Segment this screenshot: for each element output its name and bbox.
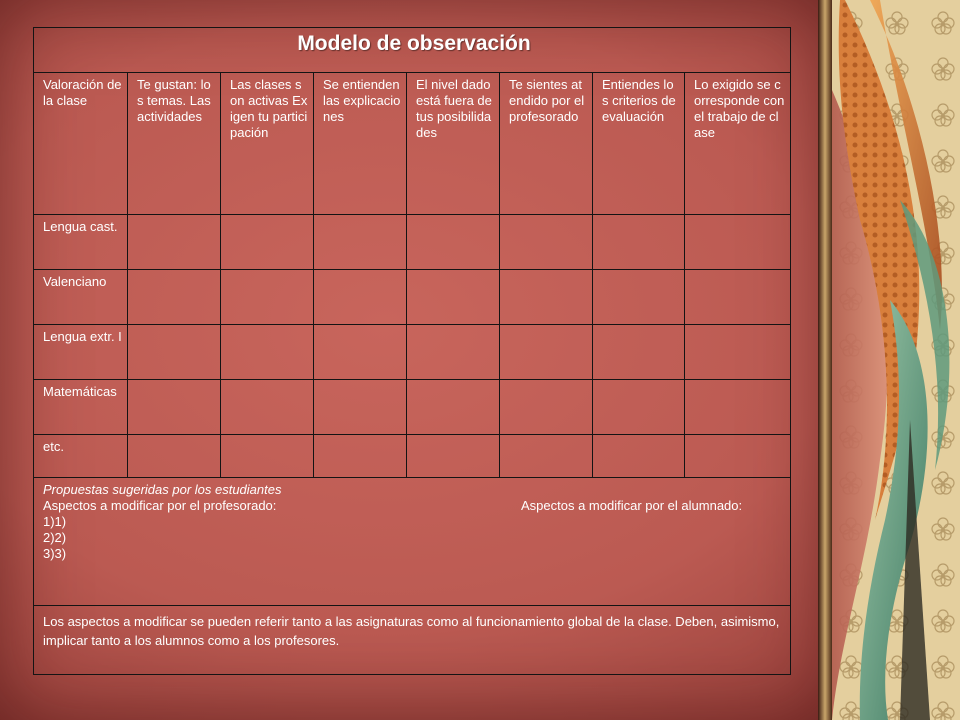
empty-cell: [221, 270, 314, 325]
empty-cell: [685, 215, 791, 270]
empty-cell: [500, 215, 593, 270]
row-label: Matemáticas: [34, 380, 128, 435]
proposal-item: 2)2): [43, 530, 67, 545]
empty-cell: [128, 380, 221, 435]
empty-cell: [221, 215, 314, 270]
proposal-item: 3)3): [43, 546, 67, 561]
empty-cell: [407, 435, 500, 478]
empty-cell: [221, 380, 314, 435]
empty-cell: [314, 380, 407, 435]
empty-cell: [314, 325, 407, 380]
empty-cell: [500, 435, 593, 478]
empty-cell: [314, 215, 407, 270]
header-row: [34, 73, 791, 215]
empty-cell: [593, 215, 685, 270]
table-row: [34, 380, 791, 435]
proposal-item: 1)1): [43, 514, 67, 529]
empty-cell: [685, 270, 791, 325]
table-row: [34, 325, 791, 380]
empty-cell: [500, 380, 593, 435]
empty-cell: [128, 270, 221, 325]
empty-cell: [593, 435, 685, 478]
empty-cell: [314, 435, 407, 478]
empty-cell: [593, 270, 685, 325]
empty-cell: [128, 435, 221, 478]
observation-table: [33, 27, 791, 675]
teacher-aspects-label: Aspectos a modificar por el profesorado:: [43, 498, 277, 513]
empty-cell: [500, 270, 593, 325]
row-label: Valenciano: [34, 270, 128, 325]
row-label: Lengua cast.: [34, 215, 128, 270]
proposals-cell: [34, 478, 791, 606]
empty-cell: [407, 270, 500, 325]
empty-cell: [593, 325, 685, 380]
empty-cell: [685, 325, 791, 380]
header-cell: Te sientes atendido por el profesorado: [500, 73, 593, 215]
empty-cell: [221, 325, 314, 380]
empty-cell: [128, 215, 221, 270]
row-label: etc.: [34, 435, 128, 478]
empty-cell: [685, 380, 791, 435]
table-row: [34, 215, 791, 270]
header-cell: Entiendes los criterios de evaluación: [593, 73, 685, 215]
student-aspects-label: Aspectos a modificar por el alumnado:: [521, 498, 743, 513]
empty-cell: [407, 380, 500, 435]
header-cell: Las clases son activas Exigen tu participación: [221, 73, 314, 215]
empty-cell: [407, 215, 500, 270]
empty-cell: [314, 270, 407, 325]
header-cell: Se entienden las explicaciones: [314, 73, 407, 215]
empty-cell: [221, 435, 314, 478]
note-cell: Los aspectos a modificar se pueden referir tanto a las asignaturas como al funcionamiento global de la clase. Deben, asimismo, implicar tanto a los alumnos como a los profesores.: [34, 606, 791, 675]
header-cell: El nivel dado está fuera de tus posibilidades: [407, 73, 500, 215]
empty-cell: [593, 380, 685, 435]
empty-cell: [685, 435, 791, 478]
table-row: [34, 435, 791, 478]
proposals-heading: Propuestas sugeridas por los estudiantes: [43, 482, 282, 497]
empty-cell: [500, 325, 593, 380]
empty-cell: [128, 325, 221, 380]
header-cell: Te gustan: los temas. Las actividades: [128, 73, 221, 215]
header-cell: Valoración de la clase: [34, 73, 128, 215]
empty-cell: [407, 325, 500, 380]
row-label: Lengua extr. I: [34, 325, 128, 380]
table-row: [34, 270, 791, 325]
proposals-labels: [43, 498, 785, 514]
header-cell: Lo exigido se corresponde con el trabajo de clase: [685, 73, 791, 215]
table-title: Modelo de observación: [34, 28, 791, 73]
